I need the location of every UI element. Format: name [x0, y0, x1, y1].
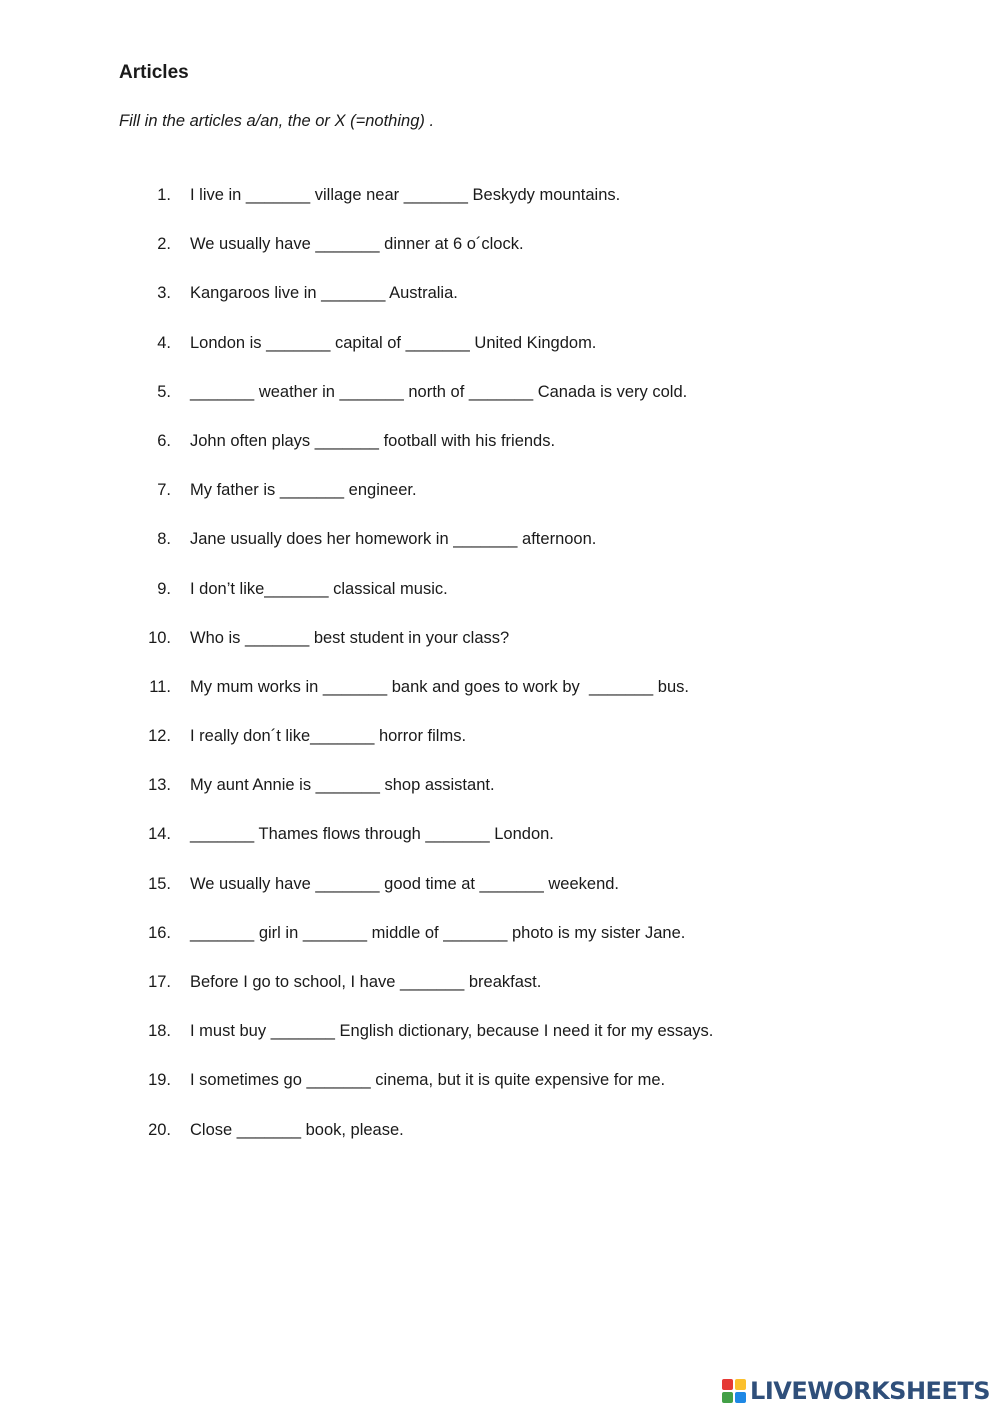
- exercise-item: [0, 183, 1000, 232]
- exercise-sentence: My aunt Annie is _______ shop assistant.: [190, 776, 495, 795]
- exercise-item: [0, 577, 1000, 626]
- exercise-sentence: We usually have _______ good time at _______ weekend.: [190, 874, 620, 893]
- exercise-number: 16.: [148, 923, 171, 942]
- exercise-sentence: I live in _______ village near _______ Beskydy mountains.: [190, 186, 621, 204]
- exercise-item: [0, 478, 1000, 527]
- exercise-item: [0, 872, 1000, 921]
- exercise-number: 15.: [148, 874, 171, 893]
- exercise-item: [0, 822, 1000, 871]
- exercise-number: 7.: [157, 481, 171, 500]
- exercise-number: 6.: [157, 431, 171, 450]
- exercise-item: [0, 429, 1000, 478]
- liveworksheets-logo-icon: [722, 1379, 746, 1403]
- exercise-number: 17.: [148, 973, 171, 991]
- exercise-item: [0, 331, 1000, 380]
- exercise-sentence: Jane usually does her homework in _______ afternoon.: [190, 530, 597, 549]
- exercise-sentence: _______ weather in _______ north of _______ Canada is very cold.: [190, 382, 688, 401]
- exercise-sentence: My mum works in _______ bank and goes to work by _______ bus.: [190, 677, 689, 696]
- exercise-sentence: We usually have _______ dinner at 6 o´clock.: [190, 235, 524, 254]
- exercise-number: 1.: [157, 186, 171, 204]
- exercise-number: 18.: [148, 1022, 171, 1041]
- exercise-item: [0, 773, 1000, 822]
- exercise-number: 11.: [149, 677, 171, 696]
- exercise-number: 4.: [157, 333, 171, 352]
- exercise-sentence: I really don´t like_______ horror films.: [190, 727, 467, 746]
- exercise-sentence: Close _______ book, please.: [190, 1120, 404, 1139]
- page-title: Articles: [119, 62, 189, 83]
- liveworksheets-logo: [722, 1378, 990, 1404]
- exercise-number: 14.: [148, 825, 171, 844]
- exercise-number: 10.: [148, 628, 171, 647]
- exercise-number: 3.: [157, 284, 171, 303]
- exercise-sentence: London is _______ capital of _______ United Kingdom.: [190, 333, 597, 352]
- exercise-sentence: John often plays _______ football with his friends.: [190, 431, 556, 450]
- exercise-item: [0, 281, 1000, 330]
- instructions: Fill in the articles a/an, the or X (=nothing) .: [119, 112, 435, 130]
- exercise-item: [0, 1019, 1000, 1068]
- exercise-number: 9.: [157, 579, 171, 598]
- exercise-item: [0, 724, 1000, 773]
- exercise-item: [0, 921, 1000, 970]
- exercise-sentence: My father is _______ engineer.: [190, 481, 417, 500]
- exercise-sentence: Kangaroos live in _______ Australia.: [190, 284, 458, 303]
- exercise-item: [0, 232, 1000, 281]
- exercise-sentence: _______ girl in _______ middle of _______ photo is my sister Jane.: [190, 923, 686, 942]
- exercise-sentence: I don’t like_______ classical music.: [190, 579, 448, 598]
- exercise-sentence: I sometimes go _______ cinema, but it is quite expensive for me.: [190, 1071, 666, 1090]
- exercise-sentence: Before I go to school, I have _______ breakfast.: [190, 973, 542, 991]
- exercise-sentence: I must buy _______ English dictionary, because I need it for my essays.: [190, 1022, 714, 1041]
- exercise-number: 19.: [148, 1071, 171, 1090]
- exercise-item: [0, 970, 1000, 1019]
- exercise-item: [0, 675, 1000, 724]
- exercise-number: 8.: [157, 530, 171, 549]
- liveworksheets-logo-text: LIVEWORKSHEETS: [750, 1377, 990, 1405]
- exercise-item: [0, 1118, 1000, 1167]
- exercise-sentence: Who is _______ best student in your class?: [190, 628, 510, 647]
- exercise-list: [0, 183, 1000, 1167]
- exercise-item: [0, 1068, 1000, 1117]
- exercise-item: [0, 626, 1000, 675]
- exercise-sentence: _______ Thames flows through _______ London.: [190, 825, 554, 844]
- exercise-number: 12.: [148, 727, 171, 746]
- exercise-number: 13.: [148, 776, 171, 795]
- exercise-item: [0, 380, 1000, 429]
- exercise-item: [0, 527, 1000, 576]
- exercise-number: 20.: [148, 1120, 171, 1139]
- exercise-number: 5.: [157, 382, 171, 401]
- exercise-number: 2.: [157, 235, 171, 254]
